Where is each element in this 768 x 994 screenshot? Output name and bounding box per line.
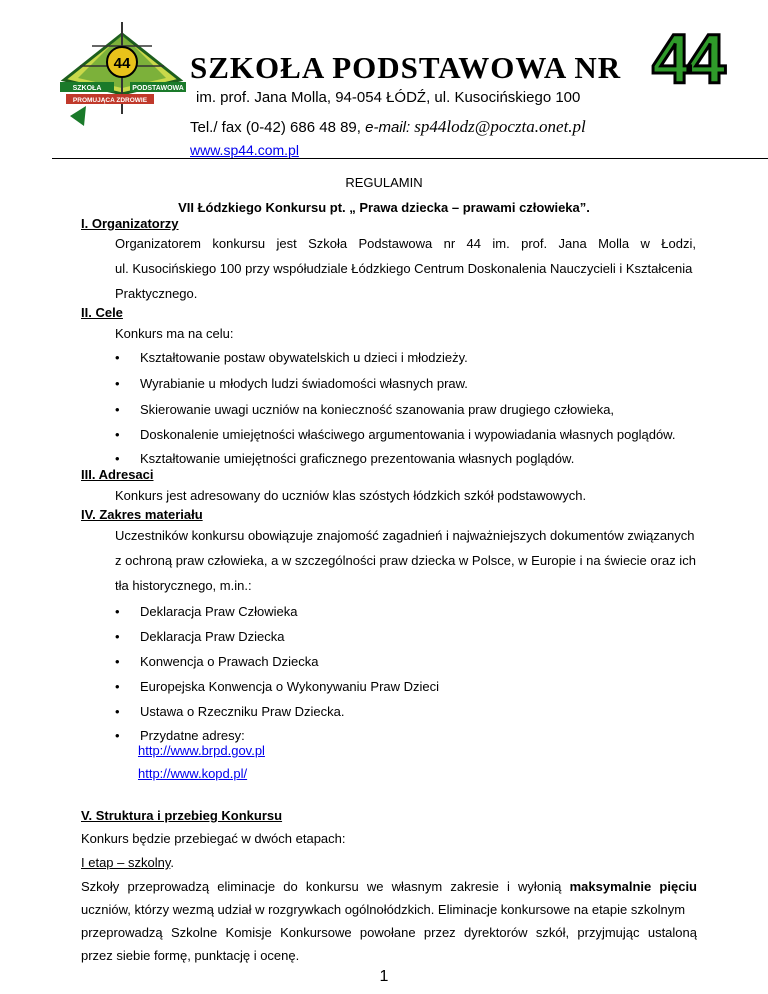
- bullet-icon: •: [115, 704, 120, 719]
- list-item: Ustawa o Rzeczniku Praw Dziecka.: [140, 704, 345, 719]
- stage-label: I etap – szkolny: [81, 855, 171, 870]
- section-organizers-line2: ul. Kusocińskiego 100 przy współudziale Łódzkiego Centrum Doskonalenia Nauczycieli i Kształcenia: [115, 261, 693, 276]
- svg-text:PODSTAWOWA: PODSTAWOWA: [132, 85, 184, 92]
- section-structure-intro: Konkurs będzie przebiegać w dwóch etapach:: [81, 831, 346, 846]
- list-item: Wyrabianie u młodych ludzi świadomości własnych praw.: [140, 376, 468, 391]
- section-organizers-line3: Praktycznego.: [115, 286, 198, 301]
- structure-line1-text: Szkoły przeprowadzą eliminacje do konkursu we własnym zakresie i wyłonią: [81, 879, 562, 894]
- bullet-icon: •: [115, 728, 120, 743]
- section-organizers-title: I. Organizatorzy: [81, 216, 179, 231]
- list-item: Europejska Konwencja o Wykonywaniu Praw Dzieci: [140, 679, 440, 694]
- list-item: Przydatne adresy:: [140, 728, 245, 743]
- header-divider: [52, 158, 768, 159]
- school-number-badge: 44: [652, 20, 722, 98]
- list-item: Skierowanie uwagi uczniów na konieczność szanowania praw drugiego człowieka,: [140, 402, 615, 417]
- bullet-icon: •: [115, 654, 120, 669]
- page-number: 1: [379, 968, 389, 985]
- email-address: sp44lodz@poczta.onet.pl: [414, 117, 586, 136]
- bullet-icon: •: [115, 604, 120, 619]
- list-item: Kształtowanie umiejętności graficznego prezentowania własnych poglądów.: [140, 451, 575, 466]
- bullet-icon: •: [115, 402, 120, 417]
- section-organizers-line1: Organizatorem konkursu jest Szkoła Podstawowa nr 44 im. prof. Jana Molla w Łodzi,: [115, 236, 696, 251]
- structure-line2: uczniów, którzy wezmą udział w rozgrywkach ogólnołódzkich. Eliminacje konkursowe na etapie szkolnym: [81, 902, 686, 917]
- list-item: Konwencja o Prawach Dziecka: [140, 654, 319, 669]
- doc-subheading: VII Łódzkiego Konkursu pt. „ Prawa dziecka – prawami człowieka”.: [178, 200, 590, 215]
- phone-fax: Tel./ fax (0-42) 686 48 89,: [190, 119, 361, 136]
- email-label: e-mail:: [365, 119, 411, 136]
- section-scope-title: IV. Zakres materiału: [81, 507, 203, 522]
- stage-period: .: [170, 855, 174, 870]
- bullet-icon: •: [115, 427, 120, 442]
- section-scope-line3: tła historycznego, m.in.:: [115, 578, 252, 593]
- section-goals-title: II. Cele: [81, 305, 123, 320]
- link-kopd[interactable]: http://www.kopd.pl/: [138, 766, 248, 781]
- structure-line1: [81, 879, 697, 894]
- section-audience-title: III. Adresaci: [81, 467, 154, 482]
- school-name: SZKOŁA PODSTAWOWA NR: [190, 50, 622, 85]
- structure-line4: przez siebie formę, punktację i ocenę.: [81, 948, 300, 963]
- list-item: Kształtowanie postaw obywatelskich u dzieci i młodzieży.: [140, 350, 468, 365]
- list-item: Doskonalenie umiejętności właściwego argumentowania i wypowiadania własnych poglądów.: [140, 427, 676, 442]
- bullet-icon: •: [115, 451, 120, 466]
- school-address: im. prof. Jana Molla, 94-054 ŁÓDŹ, ul. Kusocińskiego 100: [196, 89, 581, 106]
- svg-text:PROMUJĄCA ZDROWIE: PROMUJĄCA ZDROWIE: [72, 97, 148, 104]
- bullet-icon: •: [115, 679, 120, 694]
- section-structure-title: V. Struktura i przebieg Konkursu: [81, 808, 283, 823]
- contact-line: [190, 117, 586, 137]
- list-item: Deklaracja Praw Dziecka: [140, 629, 285, 644]
- bullet-icon: •: [115, 350, 120, 365]
- bullet-icon: •: [115, 376, 120, 391]
- svg-text:SZKOŁA: SZKOŁA: [72, 85, 102, 92]
- structure-line1-bold: maksymalnie pięciu: [569, 879, 698, 894]
- section-scope-line2: z ochroną praw człowieka, a w szczególności praw dziecka w Polsce, w Europie i na świecie oraz ich: [115, 553, 696, 568]
- school-logo: [56, 18, 188, 130]
- doc-heading: REGULAMIN: [345, 175, 423, 190]
- section-scope-line1: Uczestników konkursu obowiązuje znajomość zagadnień i najważniejszych dokumentów związanych: [115, 528, 695, 543]
- section-audience-text: Konkurs jest adresowany do uczniów klas szóstych łódzkich szkół podstawowych.: [115, 488, 587, 503]
- section-goals-intro: Konkurs ma na celu:: [115, 326, 234, 341]
- bullet-icon: •: [115, 629, 120, 644]
- svg-text:44: 44: [113, 55, 131, 72]
- website-link[interactable]: www.sp44.com.pl: [190, 142, 299, 158]
- link-brpd[interactable]: http://www.brpd.gov.pl: [138, 743, 265, 758]
- structure-line3: przeprowadzą Szkolne Komisje Konkursowe powołane przez dyrektorów szkół, przyjmując ustaloną: [81, 925, 697, 940]
- list-item: Deklaracja Praw Człowieka: [140, 604, 298, 619]
- stage-line: [81, 855, 174, 870]
